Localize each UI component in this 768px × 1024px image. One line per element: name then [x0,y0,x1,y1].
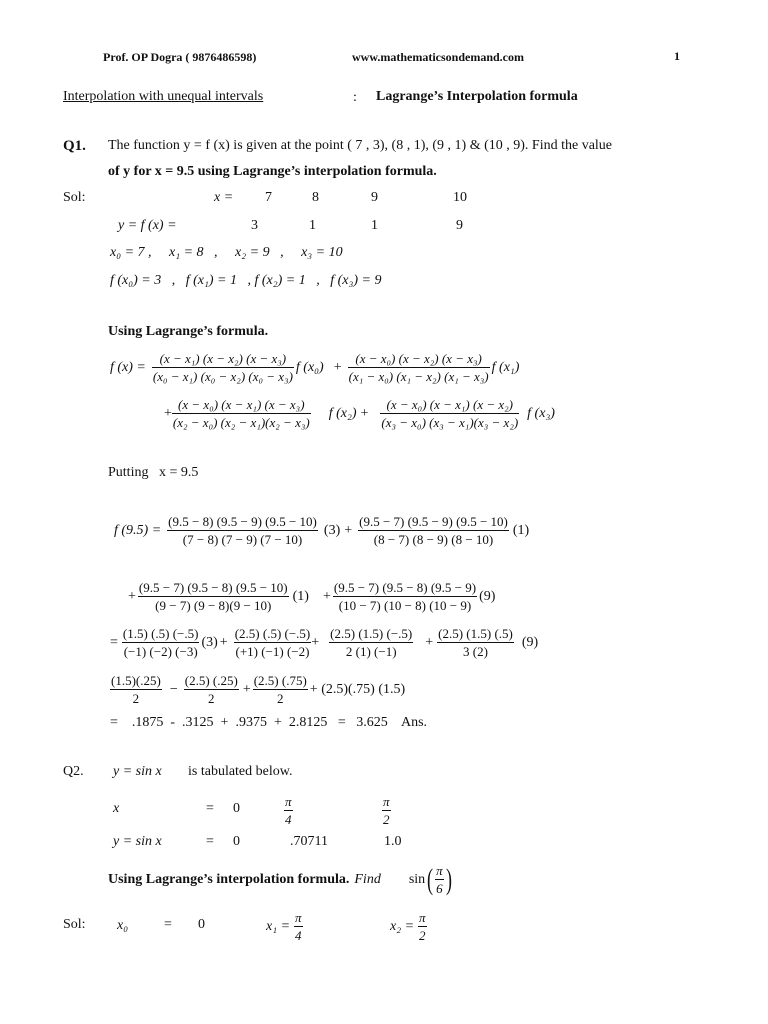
q2-x-label: x [113,801,120,816]
q2-y-eq: = [206,834,214,849]
numeric-line: = $\frac{(1.5) (.5) (-.5)}{(-1) (-2) (-3)}$ (3) + $\frac{(2.5) (.5) (-.5)}{(+1) (-1) (-2)}$ + $\frac{(2.5) (1.5) (-.5)}{2 (1) (-1)}$ + $\frac{(2.5) (1.5) (.5)}{3 (2)}$ (9) [110,626,539,659]
sub-term-1: $\frac{(9.5 - 7) (9.5 - 9) (9.5 - 10)}{(8 - 7) (8 - 9) (8 - 10)}$ [359,514,508,547]
sol1-x-value: 8 [312,190,319,205]
sub-factor: (1) [512,522,530,538]
sub-term-0: $\frac{(9.5 - 8) (9.5 - 9) (9.5 - 10)}{(7 - 8) (7 - 9) (7 - 10)}$ [168,514,317,547]
sol2-label: Sol: [63,917,86,932]
q2-y-label: y = sin x [113,834,162,849]
sol1-x-value: 7 [265,190,272,205]
topic-separator: : [353,90,357,105]
sol1-x-label: x = [214,190,234,205]
q1-line1: The function y = f (x) is given at the point ( 7 , 3), (8 , 1), (9 , 1) & (10 , 9). Find the value [108,138,613,153]
formula-line-1: f (x) = $\frac{\text{(x − x₁) (x − x₂) (x − x₃)}}{\text{(x₀ − x₁) (x₀ − x₂) (x₀ − x₃)}}$ f (x₀) + $\frac{\text{(x − x₀) (x − x₂) (x − x₃)}}{\text{(x₁ − x₀) (x₁ − x₂) (x₁ − x₃)}}$ f (x₁) [110,351,520,384]
topic-left: Interpolation with unequal intervals [63,89,264,104]
sol2-x1: x₁ = $\frac{\pi}{4}$ [266,910,302,943]
numeric-term-3: $\frac{(2.5) (1.5) (.5)}{3 (2)}$ [438,626,513,659]
header-author: Prof. OP Dogra ( 9876486598) [103,50,257,64]
sol1-y-value: 1 [309,218,316,233]
q2-y-value: 1.0 [384,834,402,849]
simp-term-0: $\frac{(1.5)(.25)}{2}$ [111,673,161,706]
page-number: 1 [674,49,680,63]
numeric-factor: (9) [521,634,539,650]
formula-term-1: $\frac{\text{(x − x₀) (x − x₂) (x − x₃)}}{\text{(x₁ − x₀) (x₁ − x₂) (x₁ − x₃)}}$ [348,351,489,384]
sol1-y-value: 3 [251,218,258,233]
sol1-x-value: 10 [453,190,467,205]
formula-lhs: f (x) = [110,359,146,375]
sol1-y-label: y = f (x) = [118,218,177,233]
q2-find-italic: Find [354,871,381,887]
putting-line: Putting x = 9.5 [108,465,199,480]
q2-x-value: $\frac{\pi}{4}$ [285,794,292,827]
q1-line2: of y for x = 9.5 using Lagrange’s interpolation formula. [108,164,437,179]
q2-y-value: .70711 [290,834,328,849]
sub-factor: (9) [479,588,496,604]
numeric-term-1: $\frac{(2.5) (.5) (-.5)}{(+1) (-1) (-2)}$ [234,626,311,659]
topic-right: Lagrange’s Interpolation formula [376,89,578,104]
q2-find-line: Using Lagrange’s interpolation formula. Find sin ( $\frac{\pi}{6}$ ) [108,862,452,896]
simp-tail: + (2.5)(.75) (1.5) [309,681,406,697]
header-website: www.mathematicsondemand.com [352,50,524,64]
formula-f-x3: f (x₃) [527,405,555,421]
q2-find-bold: Using Lagrange’s interpolation formula. [108,871,350,887]
sub-factor: (3) [323,522,341,538]
simp-term-1: $\frac{(2.5) (.25)}{2}$ [184,673,238,706]
sub-term-3: $\frac{(9.5 - 7) (9.5 - 8) (9.5 - 9)}{(10 - 7) (10 - 8) (10 - 9)}$ [333,580,477,613]
numeric-factor: (3) [201,634,218,650]
numeric-term-0: $\frac{(1.5) (.5) (-.5)}{(-1) (-2) (-3)}$ [122,626,199,659]
sol1-x-value: 9 [371,190,378,205]
q2-statement: is tabulated below. [188,764,293,779]
substitution-line-2: + $\frac{(9.5 - 7) (9.5 - 8) (9.5 - 10)}{(9 - 7) (9 - 8)(9 - 10)}$ (1) + $\frac{(9.5 - 7) (9.5 - 8) (9.5 - 9)}{(10 - 7) (10 - 8) (10 - 9)}$ (9) [128,580,496,613]
simplified-line: $\frac{(1.5)(.25)}{2}$ − $\frac{(2.5) (.25)}{2}$ + $\frac{(2.5) (.75)}{2}$ + (2.5)(.75) (1.5) [111,673,406,706]
formula-term-3: $\frac{\text{(x − x₀) (x − x₁) (x − x₂)}}{\text{(x₃ − x₀) (x₃ − x₁)(x₃ − x₂)}}$ [381,397,519,430]
q2-x-value: 0 [233,801,240,816]
sol2-x2: x₂ = $\frac{\pi}{2}$ [390,910,426,943]
q2-label: Q2. [63,764,84,779]
sol1-y-value: 9 [456,218,463,233]
sol1-x-points: x₀ = 7 , x₁ = 8 , x₂ = 9 , x₃ = 10 [110,245,343,260]
q2-y-value: 0 [233,834,240,849]
substitution-line-1: f (9.5) = $\frac{(9.5 - 8) (9.5 - 9) (9.5 - 10)}{(7 - 8) (7 - 9) (7 - 10)}$ (3) + $\frac{(9.5 - 7) (9.5 - 9) (9.5 - 10)}{(8 - 7) (8 - 9) (8 - 10)}$ (1) [114,514,530,547]
q2-expression: y = sin x [113,764,162,779]
sol2-x0-value: 0 [198,917,205,932]
sol2-x0-eq: = [164,917,172,932]
sub-factor: (1) [292,588,309,604]
simp-term-2: $\frac{(2.5) (.75)}{2}$ [253,673,307,706]
formula-line-2: + $\frac{\text{(x − x₀) (x − x₁) (x − x₃)}}{\text{(x₂ − x₀) (x₂ − x₁)(x₂ − x₃)}}$ f (x₂) + $\frac{\text{(x − x₀) (x − x₁) (x − x₂)}}{\text{(x₃ − x₀) (x₃ − x₁)(x₃ − x₂)}}$ f (x₃) [164,397,555,430]
sol1-y-value: 1 [371,218,378,233]
sol1-label: Sol: [63,190,86,205]
sol1-f-points: f (x₀) = 3 , f (x₁) = 1 , f (x₂) = 1 , f (x₃) = 9 [110,273,382,288]
using-formula-heading: Using Lagrange’s formula. [108,324,269,339]
formula-f-x0: f (x₀) [295,359,324,375]
q2-x-eq: = [206,801,214,816]
formula-term-2: $\frac{\text{(x − x₀) (x − x₁) (x − x₃)}}{\text{(x₂ − x₀) (x₂ − x₁)(x₂ − x₃)}}$ [172,397,310,430]
sol2-x0: x₀ [117,918,129,933]
formula-f-x2: f (x₂) [328,405,357,421]
q2-x-value: $\frac{\pi}{2}$ [383,794,390,827]
result-line: = .1875 - .3125 + .9375 + 2.8125 = 3.625 Ans. [110,715,428,730]
q2-find-fraction: $\frac{\pi}{6}$ [436,863,443,896]
formula-term-0: $\frac{\text{(x − x₁) (x − x₂) (x − x₃)}}{\text{(x₀ − x₁) (x₀ − x₂) (x₀ − x₃)}}$ [152,351,293,384]
numeric-term-2: $\frac{(2.5) (1.5) (-.5)}{2 (1) (-1)}$ [330,626,413,659]
formula-f-x1: f (x₁) [491,359,520,375]
q1-label: Q1. [63,138,86,154]
sub-lhs: f (9.5) = [114,522,162,538]
q2-find-sin: sin [408,871,426,887]
sub-term-2: $\frac{(9.5 - 7) (9.5 - 8) (9.5 - 10)}{(9 - 7) (9 - 8)(9 - 10)}$ [138,580,288,613]
